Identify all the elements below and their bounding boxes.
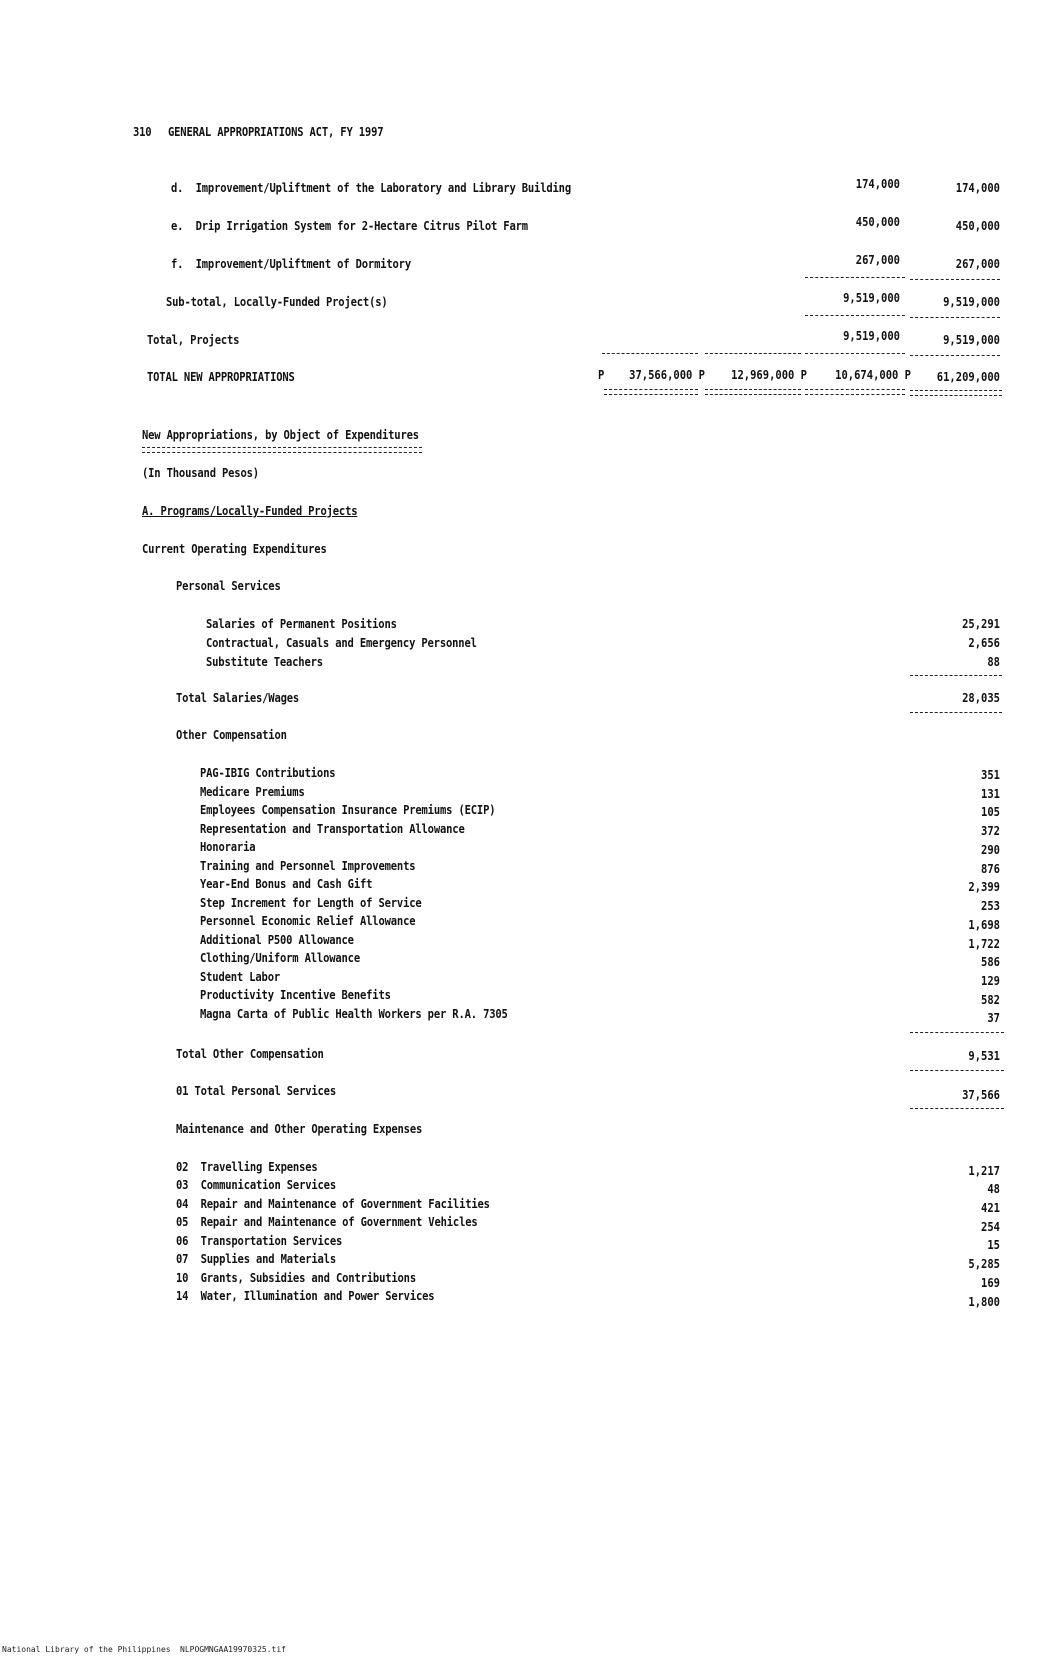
expense-item-value: 48 [987,1181,1000,1196]
expense-item-value: 253 [981,898,1000,913]
expense-item-value: 586 [981,954,1000,969]
expense-item-value: 290 [981,842,1000,857]
subtotal-total-value: 9,519,000 [943,294,1000,309]
rule [910,317,1000,318]
expense-item-value: 25,291 [962,616,1000,631]
expense-item-label: Step Increment for Length of Service [200,895,422,910]
total-new-total-value: 61,209,000 [936,369,1000,384]
total-projects-label: Total, Projects [147,332,240,347]
unit-note: (In Thousand Pesos) [142,465,259,480]
rule [910,1108,1004,1109]
expense-item-label: 03 Communication Services [176,1177,336,1192]
expense-item-label: Student Labor [200,969,280,984]
expense-item-value: 2,656 [968,635,1000,650]
rule [805,353,905,354]
expense-item-value: 421 [981,1200,1000,1215]
total-new-col3-value: 10,674,000 P [835,367,911,382]
other-compensation-heading: Other Compensation [176,727,287,742]
rule [910,1070,1004,1071]
mooe-heading: Maintenance and Other Operating Expenses [176,1121,423,1136]
rule [910,355,1000,356]
expense-item-label: 05 Repair and Maintenance of Government Vehicles [176,1214,478,1229]
expense-item-value: 88 [987,654,1000,669]
expense-item-label: 14 Water, Illumination and Power Services [176,1288,435,1303]
double-rule [604,389,698,395]
expense-item-value: 254 [981,1219,1000,1234]
expense-item-label: Contractual, Casuals and Emergency Personnel [206,635,477,650]
project-total-value: 267,000 [955,256,1000,271]
expense-item-label: Salaries of Permanent Positions [206,616,397,631]
expense-item-value: 1,698 [968,917,1000,932]
expense-item-value: 1,217 [968,1163,1000,1178]
expense-item-label: Honoraria [200,839,256,854]
expense-item-value: 582 [981,992,1000,1007]
project-total-value: 174,000 [955,180,1000,195]
expense-item-label: Medicare Premiums [200,784,305,799]
expense-item-label: 10 Grants, Subsidies and Contributions [176,1270,416,1285]
rule [910,1032,1004,1033]
project-label: d. Improvement/Upliftment of the Laboratory and Library Building [171,180,571,195]
double-rule [910,390,1002,396]
expense-item-label: Personnel Economic Relief Allowance [200,913,416,928]
total-salaries-value: 28,035 [962,690,1000,705]
expense-item-label: Representation and Transportation Allowance [200,821,465,836]
total-personal-services-value: 37,566 [962,1087,1000,1102]
expense-item-label: 07 Supplies and Materials [176,1251,336,1266]
rule [805,277,905,278]
total-new-appropriations-label: TOTAL NEW APPROPRIATIONS [147,369,295,384]
expense-item-label: Additional P500 Allowance [200,932,354,947]
expense-item-label: Year-End Bonus and Cash Gift [200,876,373,891]
project-total-value: 450,000 [955,218,1000,233]
expense-item-value: 876 [981,861,1000,876]
expense-item-label: Training and Personnel Improvements [200,858,416,873]
expense-item-label: Productivity Incentive Benefits [200,987,391,1002]
expense-item-label: Clothing/Uniform Allowance [200,950,360,965]
project-label: e. Drip Irrigation System for 2-Hectare Citrus Pilot Farm [171,218,528,233]
total-other-compensation-label: Total Other Compensation [176,1046,324,1061]
expense-item-value: 351 [981,767,1000,782]
expense-item-value: 37 [987,1010,1000,1025]
expense-item-value: 105 [981,804,1000,819]
total-new-col1-value: 37,566,000 P [629,367,705,382]
expense-item-value: 1,722 [968,936,1000,951]
expense-item-value: 1,800 [968,1294,1000,1309]
expense-item-label: 06 Transportation Services [176,1233,343,1248]
expense-item-label: 04 Repair and Maintenance of Government Facilities [176,1196,490,1211]
expense-item-label: Employees Compensation Insurance Premiums (ECIP) [200,802,496,817]
total-projects-col3-value: 9,519,000 [843,328,900,343]
section-a-heading: A. Programs/Locally-Funded Projects [142,503,358,518]
total-other-compensation-value: 9,531 [968,1048,1000,1063]
expense-item-label: PAG-IBIG Contributions [200,765,336,780]
double-rule [142,447,422,453]
expense-item-value: 5,285 [968,1256,1000,1271]
page-header-title: GENERAL APPROPRIATIONS ACT, FY 1997 [168,124,384,139]
footer-library: National Library of the Philippines [2,1645,171,1654]
project-label: f. Improvement/Upliftment of Dormitory [171,256,411,271]
rule [910,675,1002,676]
total-new-col2-value: 12,969,000 P [731,367,807,382]
project-col3-value: 174,000 [855,176,900,191]
total-projects-total-value: 9,519,000 [943,332,1000,347]
rule [910,712,1002,713]
project-col3-value: 450,000 [855,214,900,229]
expense-item-value: 129 [981,973,1000,988]
expense-item-value: 131 [981,786,1000,801]
subtotal-col3-value: 9,519,000 [843,290,900,305]
expense-item-label: 02 Travelling Expenses [176,1159,318,1174]
expense-item-label: Magna Carta of Public Health Workers per R.A. 7305 [200,1006,508,1021]
expense-item-value: 372 [981,823,1000,838]
expense-item-value: 2,399 [968,879,1000,894]
subtotal-label: Sub-total, Locally-Funded Project(s) [166,294,388,309]
footer-filename: NLPOGMNGAA19970325.tif [180,1645,286,1654]
rule [910,279,1000,280]
section-title: New Appropriations, by Object of Expenditures [142,427,419,442]
current-opex-heading: Current Operating Expenditures [142,541,327,556]
personal-services-heading: Personal Services [176,578,281,593]
total-personal-services-label: 01 Total Personal Services [176,1083,336,1098]
expense-item-label: Substitute Teachers [206,654,323,669]
rule [602,353,698,354]
double-rule [705,389,801,395]
expense-item-value: 169 [981,1275,1000,1290]
rule [705,353,801,354]
expense-item-value: 15 [987,1237,1000,1252]
peso-sign: P [598,367,605,382]
page-number: 310 [133,124,152,139]
rule [805,315,905,316]
total-salaries-label: Total Salaries/Wages [176,690,300,705]
double-rule [805,389,905,395]
project-col3-value: 267,000 [855,252,900,267]
